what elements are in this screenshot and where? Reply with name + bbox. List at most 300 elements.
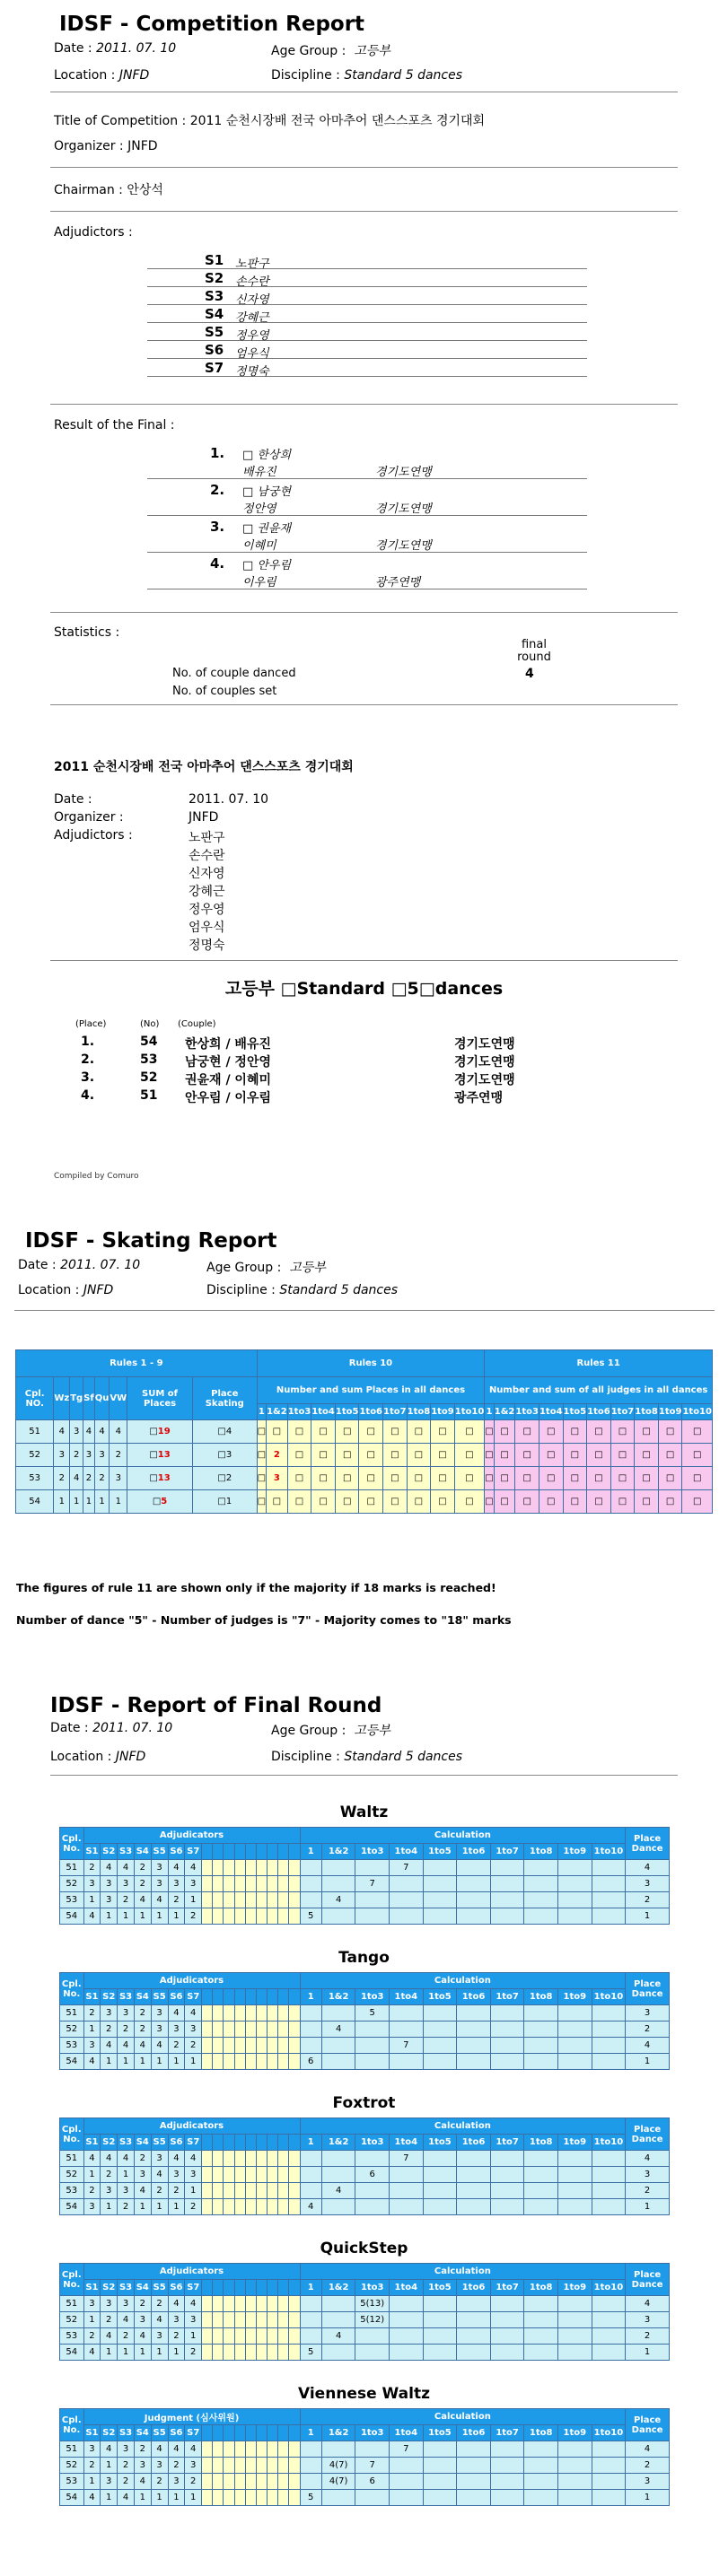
calc-value: 5(13) xyxy=(355,2296,390,2312)
calc-col-header: 1to3 xyxy=(355,2425,390,2441)
judge-mark: 4 xyxy=(134,2474,151,2490)
rule-11-cell xyxy=(539,1420,563,1444)
blank-mark xyxy=(202,2005,213,2022)
calc-value xyxy=(558,2474,592,2490)
blank-mark xyxy=(234,2199,245,2215)
blank-mark xyxy=(234,2345,245,2361)
calc-value xyxy=(423,2312,457,2328)
age-group-row: Age Group : 고등부 xyxy=(271,1724,390,1738)
judge-mark: 1 xyxy=(168,2490,185,2506)
calc-value xyxy=(300,1876,321,1892)
adjudicator-row xyxy=(147,323,587,341)
couple-number: 53 xyxy=(60,2474,84,2490)
calc-value xyxy=(592,2312,626,2328)
rules-11-subheader: Number and sum of all judges in all dances xyxy=(485,1377,713,1404)
blank-mark xyxy=(289,2312,300,2328)
calc-value xyxy=(423,2151,457,2167)
calculation-header: Calculation xyxy=(300,2118,626,2135)
judge-mark: 2 xyxy=(185,2345,202,2361)
blank-mark xyxy=(224,1876,234,1892)
judge-mark: 1 xyxy=(101,2458,118,2474)
calc-col-header: 1to10 xyxy=(592,2135,626,2151)
judge-mark: 3 xyxy=(134,2312,151,2328)
empty-box: □ xyxy=(570,1427,580,1436)
empty-box: □ xyxy=(257,1497,267,1506)
blank-mark xyxy=(268,2458,278,2474)
calc-col-header: 1&2 xyxy=(321,2135,355,2151)
couple-number: 52 xyxy=(60,2167,84,2183)
skating-title: IDSF - Skating Report xyxy=(25,1229,277,1253)
blank-judge-header xyxy=(202,1989,213,2005)
calc-value xyxy=(457,2328,491,2345)
adjudicator-name: 강혜근 xyxy=(189,885,225,899)
table-row xyxy=(60,1908,670,1925)
calc-value xyxy=(490,1876,524,1892)
empty-box: □ xyxy=(272,1497,282,1506)
rule-10-mark: 2 xyxy=(273,1450,280,1460)
blank-mark xyxy=(256,1892,267,1908)
blank-mark xyxy=(278,2296,289,2312)
calc-col-header: 1&2 xyxy=(267,1404,288,1420)
adjudicators-label: Adjudictors : xyxy=(54,225,133,240)
judge-mark: 3 xyxy=(101,1876,118,1892)
calc-value xyxy=(524,2038,558,2054)
rule-10-cell xyxy=(257,1444,266,1467)
blank-judge-header xyxy=(213,1844,224,1860)
calc-col-header: 1to4 xyxy=(390,2135,424,2151)
judge-mark: 4 xyxy=(83,1908,101,1925)
dance-table xyxy=(59,1972,670,2070)
empty-box: □ xyxy=(500,1473,509,1483)
calc-col-header: 1to10 xyxy=(592,1989,626,2005)
blank-mark xyxy=(234,1876,245,1892)
rule-10-cell xyxy=(311,1490,336,1514)
blank-judge-header xyxy=(289,1989,300,2005)
place-dance: 3 xyxy=(626,2005,670,2022)
place-dance: 3 xyxy=(626,2167,670,2183)
couples-danced: No. of couple danced xyxy=(172,667,296,680)
rule-10-cell xyxy=(407,1490,431,1514)
blank-mark xyxy=(268,1876,278,1892)
judge-header: S2 xyxy=(101,1989,118,2005)
blank-mark xyxy=(268,2199,278,2215)
dance-header: Wz xyxy=(54,1377,70,1420)
judge-mark: 2 xyxy=(101,2167,118,2183)
blank-mark xyxy=(234,2054,245,2070)
rule-10-mark: 3 xyxy=(273,1473,280,1483)
judge-mark: 4 xyxy=(83,2151,101,2167)
calc-value xyxy=(490,2441,524,2458)
calc-col-header: 1to3 xyxy=(515,1404,539,1420)
judge-mark: 2 xyxy=(168,2183,185,2199)
blank-mark xyxy=(234,2328,245,2345)
judge-mark: 4 xyxy=(118,2038,135,2054)
cpl-header: Cpl. No. xyxy=(60,2118,84,2151)
empty-box: □ xyxy=(319,1497,328,1506)
judge-header: S4 xyxy=(134,1989,151,2005)
rule-11-cell xyxy=(563,1467,587,1490)
empty-box: □ xyxy=(390,1450,399,1460)
place-dance: 4 xyxy=(626,2441,670,2458)
judge-mark: 3 xyxy=(83,2199,101,2215)
judge-mark: 2 xyxy=(134,1860,151,1876)
judge-mark: 3 xyxy=(83,2441,101,2458)
calc-value xyxy=(490,2199,524,2215)
rule-11-cell xyxy=(494,1444,515,1467)
blank-mark xyxy=(245,2490,256,2506)
final-number: 51 xyxy=(140,1088,158,1103)
blank-judge-header xyxy=(289,1844,300,1860)
judge-mark: 1 xyxy=(101,1908,118,1925)
blank-mark xyxy=(234,2167,245,2183)
empty-box: □ xyxy=(618,1473,627,1483)
calc-col-header: 1to9 xyxy=(558,2425,592,2441)
rule-11-cell xyxy=(682,1444,713,1467)
blank-mark xyxy=(202,2167,213,2183)
blank-mark xyxy=(224,2054,234,2070)
date2-label: Date : xyxy=(54,792,92,807)
judge-mark: 4 xyxy=(168,2151,185,2167)
judge-mark: 3 xyxy=(151,2022,168,2038)
table-row xyxy=(60,2474,670,2490)
blank-mark xyxy=(245,2151,256,2167)
empty-box: □ xyxy=(500,1450,509,1460)
blank-judge-header xyxy=(256,2425,267,2441)
dance-place: 1 xyxy=(70,1490,83,1514)
calculation-header: Calculation xyxy=(300,2409,626,2425)
calc-value: 4 xyxy=(300,2199,321,2215)
rule-11-cell xyxy=(610,1444,635,1467)
dance-place: 4 xyxy=(94,1420,110,1444)
blank-judge-header xyxy=(245,1844,256,1860)
empty-box: □ xyxy=(500,1497,509,1506)
blank-judge-header xyxy=(224,2425,234,2441)
adjudicators-header: Adjudicators xyxy=(83,1973,300,1989)
judge-mark: 1 xyxy=(83,1892,101,1908)
calc-value xyxy=(524,2345,558,2361)
judge-mark: 2 xyxy=(134,2151,151,2167)
table-row xyxy=(60,2054,670,2070)
divider xyxy=(50,211,678,212)
calc-value xyxy=(355,2022,390,2038)
rule-11-cell xyxy=(494,1467,515,1490)
blank-mark xyxy=(234,2183,245,2199)
blank-mark xyxy=(245,2312,256,2328)
rule-11-cell xyxy=(635,1444,659,1467)
calc-value xyxy=(558,2490,592,2506)
empty-box: □ xyxy=(414,1473,424,1483)
calc-value xyxy=(592,1908,626,1925)
rule-11-cell xyxy=(682,1467,713,1490)
judge-header: S1 xyxy=(83,2135,101,2151)
blank-mark xyxy=(289,2054,300,2070)
blank-mark xyxy=(289,1892,300,1908)
judge-header: S7 xyxy=(185,2425,202,2441)
calc-col-header: 1to7 xyxy=(383,1404,408,1420)
calculation-header: Calculation xyxy=(300,1828,626,1844)
calc-value xyxy=(524,1876,558,1892)
calc-col-header: 1&2 xyxy=(321,2425,355,2441)
col-place: (Place) xyxy=(75,1019,107,1029)
calc-value xyxy=(321,2054,355,2070)
calc-value xyxy=(321,2199,355,2215)
judge-mark: 2 xyxy=(134,2296,151,2312)
adjudicator-row xyxy=(147,359,587,377)
table-row xyxy=(60,2151,670,2167)
rule-10-cell xyxy=(454,1420,485,1444)
calc-col-header: 1to9 xyxy=(558,2280,592,2296)
blank-mark xyxy=(289,2022,300,2038)
empty-box: □ xyxy=(692,1427,702,1436)
organizer: Organizer : JNFD xyxy=(54,139,158,153)
final-club: 경기도연맹 xyxy=(454,1037,515,1052)
calc-value xyxy=(423,2167,457,2183)
empty-box: □ xyxy=(485,1450,494,1460)
blank-mark xyxy=(289,2167,300,2183)
blank-judge-header xyxy=(202,2280,213,2296)
rule-11-cell xyxy=(658,1444,682,1467)
blank-mark xyxy=(213,1860,224,1876)
judge-mark: 1 xyxy=(83,2167,101,2183)
table-row xyxy=(16,1490,713,1514)
rule-note-2: Number of dance "5" - Number of judges is "7" - Majority comes to "18" marks xyxy=(16,1613,512,1627)
sum-box: □ xyxy=(149,1450,158,1460)
rule-11-cell xyxy=(610,1420,635,1444)
calc-value xyxy=(592,2005,626,2022)
judge-mark: 2 xyxy=(168,2038,185,2054)
calc-value xyxy=(300,2005,321,2022)
empty-box: □ xyxy=(665,1473,675,1483)
discipline-row: Discipline : Standard 5 dances xyxy=(271,68,463,83)
calc-col-header: 1to3 xyxy=(355,1989,390,2005)
calc-value xyxy=(457,2005,491,2022)
calc-value: 7 xyxy=(355,1876,390,1892)
calc-value: 7 xyxy=(390,2038,424,2054)
group-title: 고등부 □Standard □5□dances xyxy=(224,979,504,999)
calc-col-header: 1 xyxy=(485,1404,494,1420)
calc-col-header: 1to4 xyxy=(539,1404,563,1420)
empty-box: □ xyxy=(570,1450,580,1460)
judge-mark: 1 xyxy=(185,2490,202,2506)
rule-note-1: The figures of rule 11 are shown only if the majority if 18 marks is reached! xyxy=(16,1581,496,1594)
rule-10-cell xyxy=(335,1444,359,1467)
judge-mark: 2 xyxy=(151,2296,168,2312)
blank-mark xyxy=(213,2167,224,2183)
calc-value xyxy=(490,2296,524,2312)
table-row xyxy=(16,1467,713,1490)
judge-mark: 3 xyxy=(151,2005,168,2022)
blank-mark xyxy=(234,2312,245,2328)
place-skating xyxy=(192,1490,257,1514)
calc-value xyxy=(321,2345,355,2361)
calc-value xyxy=(423,2296,457,2312)
blank-mark xyxy=(256,2151,267,2167)
judge-mark: 1 xyxy=(168,2345,185,2361)
result-row xyxy=(147,480,587,516)
place-dance: 1 xyxy=(626,2199,670,2215)
judge-mark: 4 xyxy=(168,2441,185,2458)
blank-mark xyxy=(256,1860,267,1876)
final-club: 경기도연맹 xyxy=(454,1055,515,1070)
blank-mark xyxy=(289,2296,300,2312)
blank-mark xyxy=(245,2022,256,2038)
sum-box: □ xyxy=(149,1473,158,1483)
calc-value xyxy=(592,2054,626,2070)
judge-mark: 3 xyxy=(101,2005,118,2022)
calc-value xyxy=(355,2490,390,2506)
rule-11-cell xyxy=(610,1490,635,1514)
blank-mark xyxy=(213,2005,224,2022)
blank-mark xyxy=(278,1876,289,1892)
empty-box: □ xyxy=(642,1450,651,1460)
blank-mark xyxy=(268,2054,278,2070)
judge-header: S3 xyxy=(118,2135,135,2151)
blank-mark xyxy=(268,1892,278,1908)
judge-mark: 4 xyxy=(151,2167,168,2183)
calc-value xyxy=(524,1892,558,1908)
calc-value xyxy=(558,2183,592,2199)
judge-header: S7 xyxy=(185,2280,202,2296)
blank-mark xyxy=(224,2441,234,2458)
blank-mark xyxy=(234,1860,245,1876)
calc-value xyxy=(558,2296,592,2312)
blank-mark xyxy=(289,2345,300,2361)
judge-mark: 4 xyxy=(101,2328,118,2345)
dance-title: Foxtrot xyxy=(332,2094,396,2112)
calc-value xyxy=(423,1908,457,1925)
calc-value xyxy=(457,2490,491,2506)
blank-mark xyxy=(224,2296,234,2312)
blank-judge-header xyxy=(289,2425,300,2441)
calc-col-header: 1to6 xyxy=(457,2280,491,2296)
rule-11-cell xyxy=(485,1420,494,1444)
dance-place: 2 xyxy=(54,1467,70,1490)
dance-place: 2 xyxy=(110,1444,127,1467)
judge-mark: 4 xyxy=(185,2005,202,2022)
calc-col-header: 1to8 xyxy=(524,1844,558,1860)
rule-11-cell xyxy=(587,1490,611,1514)
blank-judge-header xyxy=(289,2280,300,2296)
calc-col-header: 1to10 xyxy=(592,1844,626,1860)
blank-mark xyxy=(224,1908,234,1925)
calc-value xyxy=(592,2441,626,2458)
empty-box: □ xyxy=(319,1427,328,1436)
judge-mark: 4 xyxy=(118,1860,135,1876)
calc-col-header: 1 xyxy=(300,2135,321,2151)
judge-mark: 1 xyxy=(134,2490,151,2506)
blank-mark xyxy=(256,1908,267,1925)
empty-box: □ xyxy=(547,1497,556,1506)
calc-value xyxy=(390,2328,424,2345)
result-row xyxy=(147,517,587,553)
calc-value xyxy=(490,2458,524,2474)
blank-mark xyxy=(278,2022,289,2038)
blank-judge-header xyxy=(213,1989,224,2005)
blank-mark xyxy=(213,2199,224,2215)
blank-mark xyxy=(256,2328,267,2345)
adjudicator-code: S4 xyxy=(205,306,224,322)
judge-mark: 4 xyxy=(101,1860,118,1876)
blank-mark xyxy=(289,2183,300,2199)
organizer2: JNFD xyxy=(189,810,219,825)
blank-judge-header xyxy=(256,1989,267,2005)
calc-col-header: 1to4 xyxy=(390,2425,424,2441)
place-dance: 4 xyxy=(626,2296,670,2312)
rule-11-cell xyxy=(587,1420,611,1444)
judge-header: S4 xyxy=(134,2135,151,2151)
place-dance-header: Place Dance xyxy=(626,1828,670,1860)
result-name-2: 정안영 xyxy=(242,502,276,516)
empty-box: □ xyxy=(570,1497,580,1506)
empty-box: □ xyxy=(342,1497,352,1506)
judge-mark: 4 xyxy=(151,1892,168,1908)
calc-col-header: 1 xyxy=(300,2425,321,2441)
judge-mark: 4 xyxy=(168,2296,185,2312)
calc-value xyxy=(321,2005,355,2022)
blank-mark xyxy=(202,1908,213,1925)
table-row xyxy=(60,2167,670,2183)
result-club: 광주연맹 xyxy=(375,576,421,589)
judge-mark: 4 xyxy=(185,2441,202,2458)
calc-value xyxy=(558,2328,592,2345)
calc-value xyxy=(558,2022,592,2038)
judge-mark: 3 xyxy=(118,2183,135,2199)
blank-mark xyxy=(278,2458,289,2474)
calc-value xyxy=(423,2038,457,2054)
judge-mark: 1 xyxy=(83,2312,101,2328)
calc-value xyxy=(390,2490,424,2506)
calc-value xyxy=(524,2458,558,2474)
blank-judge-header xyxy=(202,1844,213,1860)
place-dance: 4 xyxy=(626,1860,670,1876)
final-couple: 안우림 / 이우림 xyxy=(185,1091,272,1105)
divider xyxy=(50,404,678,405)
judge-mark: 3 xyxy=(134,2167,151,2183)
place-dance-header: Place Dance xyxy=(626,2118,670,2151)
blank-mark xyxy=(245,1876,256,1892)
rule-11-cell xyxy=(515,1420,539,1444)
empty-box: □ xyxy=(522,1427,531,1436)
calc-value xyxy=(300,2183,321,2199)
blank-mark xyxy=(268,2328,278,2345)
blank-mark xyxy=(224,1892,234,1908)
calc-value xyxy=(390,2167,424,2183)
location-row: Location : JNFD xyxy=(54,68,150,83)
blank-mark xyxy=(278,1860,289,1876)
empty-box: □ xyxy=(342,1450,352,1460)
empty-box: □ xyxy=(522,1450,531,1460)
result-name-2: 배유진 xyxy=(242,466,276,479)
calc-value xyxy=(355,2345,390,2361)
rule-10-cell xyxy=(454,1444,485,1467)
rule-10-cell xyxy=(431,1467,455,1490)
blank-judge-header xyxy=(268,1844,278,1860)
judge-mark: 4 xyxy=(118,2490,135,2506)
rule-11-cell xyxy=(587,1467,611,1490)
calc-value xyxy=(490,2005,524,2022)
blank-judge-header xyxy=(202,2135,213,2151)
calc-value: 4(7) xyxy=(321,2458,355,2474)
calc-col-header: 1to7 xyxy=(610,1404,635,1420)
blank-mark xyxy=(224,2038,234,2054)
calc-col-header: 1to9 xyxy=(658,1404,682,1420)
judge-mark: 3 xyxy=(118,1876,135,1892)
final-couple: 권윤재 / 이혜미 xyxy=(185,1073,272,1087)
blank-mark xyxy=(213,2151,224,2167)
blank-mark xyxy=(245,2458,256,2474)
blank-mark xyxy=(268,2151,278,2167)
calc-value: 5(12) xyxy=(355,2312,390,2328)
